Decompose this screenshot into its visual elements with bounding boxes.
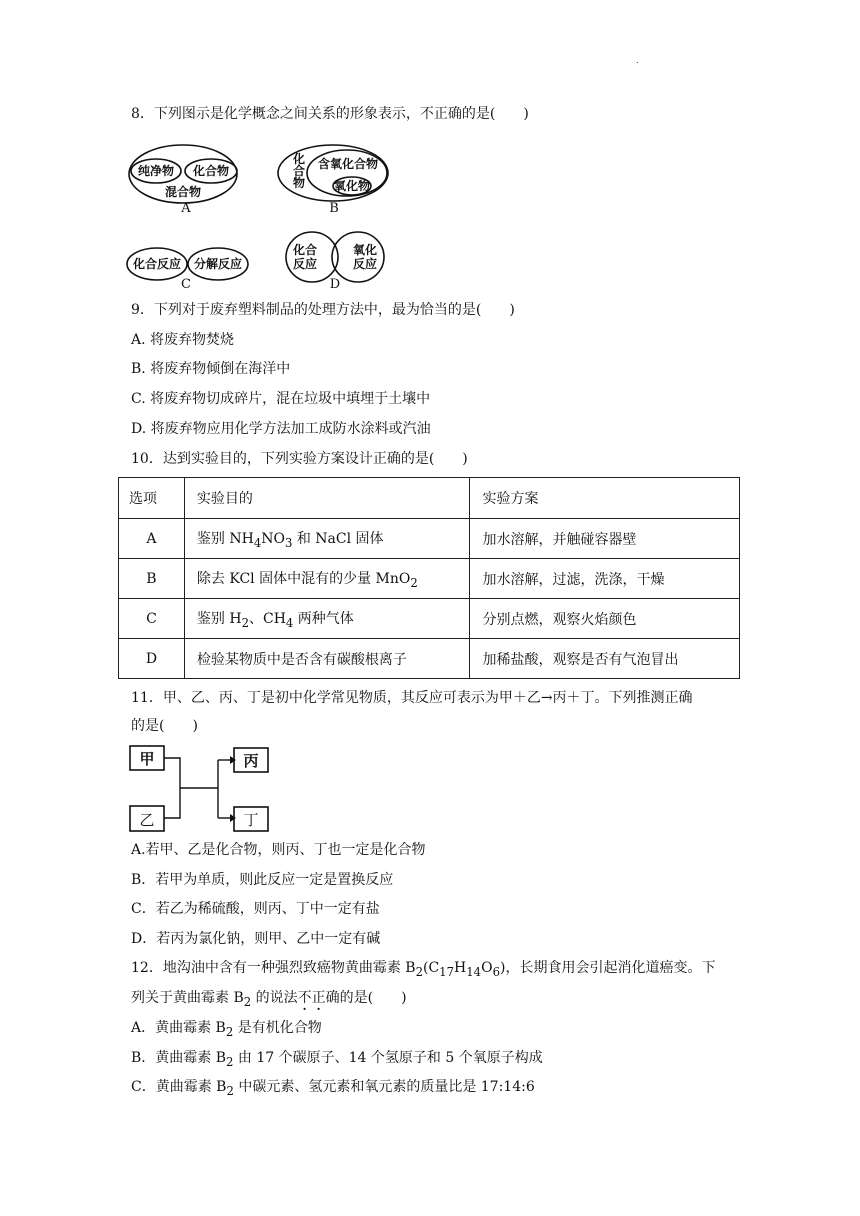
box-jia: 甲 bbox=[139, 750, 155, 768]
q10-table bbox=[118, 477, 740, 679]
diagram-c-letter: C bbox=[181, 277, 191, 290]
q8-diagrams bbox=[120, 138, 400, 290]
diagram-b-outer-3: 物 bbox=[292, 176, 306, 190]
q12-stem-line2: 列关于黄曲霉素 $B_2$ 的说法不正确的是( ) bbox=[131, 990, 407, 1009]
q9-option-b: B. 将废弃物倾倒在海洋中 bbox=[131, 361, 291, 377]
row-purpose: 鉴别 $H_2$、$CH_4$ 两种气体 bbox=[184, 599, 470, 639]
diagram-b-inner: 氧化物 bbox=[333, 179, 371, 193]
q12-option-c: C．黄曲霉素 $B_2$ 中碳元素、氢元素和氧元素的质量比是 17:14:6 bbox=[131, 1079, 535, 1098]
box-ding: 丁 bbox=[243, 811, 259, 829]
q11-stem-line2: 的是( ) bbox=[131, 718, 198, 734]
row-option: D bbox=[119, 639, 185, 679]
diagram-a-inner-right: 化合物 bbox=[192, 164, 230, 178]
diagram-c-right: 分解反应 bbox=[193, 257, 243, 271]
box-bing: 丙 bbox=[243, 752, 259, 770]
q12-option-a: A．黄曲霉素 $B_2$ 是有机化合物 bbox=[131, 1020, 322, 1039]
diagram-a-letter: A bbox=[181, 201, 191, 216]
table-row bbox=[119, 639, 740, 679]
q11-stem-line1: 11．甲、乙、丙、丁是初中化学常见物质，其反应可表示为甲＋乙→丙＋丁。下列推测正确 bbox=[131, 690, 693, 706]
row-plan: 加稀盐酸，观察是否有气泡冒出 bbox=[470, 639, 740, 679]
q11-reaction-diagram bbox=[126, 740, 276, 836]
q8-stem: 8．下列图示是化学概念之间关系的形象表示，不正确的是( ) bbox=[131, 106, 529, 122]
diagram-b-outer-1: 化 bbox=[292, 152, 306, 166]
diagram-b-middle: 含氧化合物 bbox=[317, 157, 379, 171]
q12-option-b: B．黄曲霉素 $B_2$ 由 17 个碳原子、14 个氢原子和 5 个氧原子构成 bbox=[131, 1050, 543, 1069]
row-plan: 加水溶解，并触碰容器壁 bbox=[470, 519, 740, 559]
diagram-a-inner-left: 纯净物 bbox=[137, 164, 175, 178]
q9-option-a: A. 将废弃物焚烧 bbox=[131, 332, 235, 348]
diagram-c bbox=[127, 248, 248, 290]
emphasis-dot-2: 正 bbox=[311, 990, 326, 1006]
diagram-b-outer-2: 合 bbox=[292, 164, 306, 178]
q12-stem-line1: 12．地沟油中含有一种强烈致癌物黄曲霉素 $B_2(C_{17}H_{14}O_6)$，长期食用会引起消化道癌变。下 bbox=[131, 960, 716, 979]
row-plan: 分别点燃，观察火焰颜色 bbox=[470, 599, 740, 639]
diagram-b-letter: B bbox=[329, 201, 339, 216]
row-plan: 加水溶解，过滤，洗涤，干燥 bbox=[470, 559, 740, 599]
row-option: C bbox=[119, 599, 185, 639]
diagram-d-right-1: 氧化 bbox=[352, 243, 378, 257]
diagram-a-outer: 混合物 bbox=[164, 185, 202, 199]
diagram-c-left: 化合反应 bbox=[132, 257, 182, 271]
q9-option-d: D. 将废弃物应用化学方法加工成防水涂料或汽油 bbox=[131, 421, 431, 437]
diagram-d-right-2: 反应 bbox=[352, 257, 378, 271]
diagram-d bbox=[286, 232, 384, 290]
table-header-row bbox=[119, 478, 740, 519]
header-purpose: 实验目的 bbox=[184, 478, 470, 519]
row-purpose: 除去 KCl 固体中混有的少量 MnO$_2$ bbox=[184, 559, 470, 599]
diagram-d-left-1: 化合 bbox=[292, 243, 318, 257]
table-row bbox=[119, 519, 740, 559]
q11-option-b: B．若甲为单质，则此反应一定是置换反应 bbox=[131, 872, 394, 888]
row-option: A bbox=[119, 519, 185, 559]
table-row bbox=[119, 599, 740, 639]
q9-option-c: C. 将废弃物切成碎片，混在垃圾中填埋于土壤中 bbox=[131, 391, 431, 407]
diagram-d-letter: D bbox=[329, 277, 341, 290]
box-yi: 乙 bbox=[139, 811, 155, 829]
q11-option-a: A.若甲、乙是化合物，则丙、丁也一定是化合物 bbox=[131, 842, 426, 858]
diagram-d-left-2: 反应 bbox=[292, 257, 318, 271]
q10-stem: 10．达到实验目的，下列实验方案设计正确的是( ) bbox=[131, 451, 468, 467]
row-option: B bbox=[119, 559, 185, 599]
q9-stem: 9．下列对于废弃塑料制品的处理方法中，最为恰当的是( ) bbox=[131, 302, 515, 318]
page-marker: . bbox=[636, 56, 639, 65]
header-option: 选项 bbox=[119, 478, 185, 519]
diagram-b bbox=[278, 145, 388, 216]
diagram-a bbox=[129, 145, 237, 216]
row-purpose: 鉴别 $NH_4NO_3$ 和 NaCl 固体 bbox=[184, 519, 470, 559]
row-purpose: 检验某物质中是否含有碳酸根离子 bbox=[184, 639, 470, 679]
table-row bbox=[119, 559, 740, 599]
q11-option-d: D．若丙为氯化钠，则甲、乙中一定有碱 bbox=[131, 931, 381, 947]
q11-option-c: C．若乙为稀硫酸，则丙、丁中一定有盐 bbox=[131, 901, 380, 917]
emphasis-dot-1: 不 bbox=[297, 990, 312, 1006]
header-plan: 实验方案 bbox=[470, 478, 740, 519]
